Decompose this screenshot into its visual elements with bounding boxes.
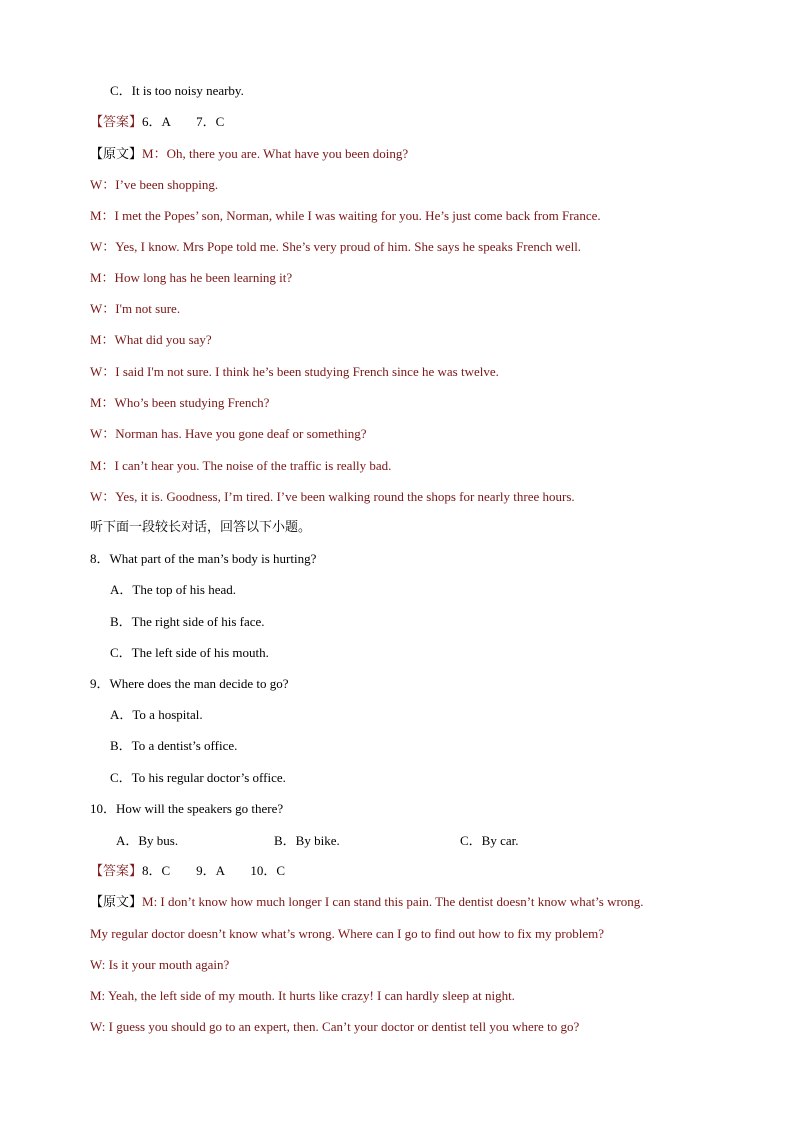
transcript-line: M：Who’s been studying French? <box>90 395 270 410</box>
transcript-line: M: I don’t know how much longer I can stand this pain. The dentist doesn’t know what’s wrong. <box>142 894 644 909</box>
transcript-line: M：Oh, there you are. What have you been doing? <box>142 146 409 161</box>
transcript-line: W：Yes, it is. Goodness, I’m tired. I’ve been walking round the shops for nearly three hours. <box>90 489 575 504</box>
transcript-line: M：How long has he been learning it? <box>90 270 293 285</box>
answer-row-1 <box>90 113 224 131</box>
section-instruction: 听下面一段较长对话，回答以下小题。 <box>90 520 312 535</box>
transcript-line: M：What did you say? <box>90 332 212 347</box>
transcript-line: W：Norman has. Have you gone deaf or something? <box>90 426 367 441</box>
transcript-line: W：I said I'm not sure. I think he’s been studying French since he was twelve. <box>90 364 499 379</box>
transcript-line: W：Yes, I know. Mrs Pope told me. She’s very proud of him. She says he speaks French well. <box>90 239 582 254</box>
option-10a: A．By bus. <box>116 833 179 848</box>
transcript-line: W: Is it your mouth again? <box>90 957 230 972</box>
transcript-line: W：I'm not sure. <box>90 301 181 316</box>
question-10: 10．How will the speakers go there? <box>90 801 284 816</box>
question-9: 9．Where does the man decide to go? <box>90 676 289 691</box>
option-9a: A．To a hospital. <box>110 707 203 722</box>
option-9b: B．To a dentist’s office. <box>110 738 238 753</box>
option-8c: C．The left side of his mouth. <box>110 645 269 660</box>
answer-row-2 <box>90 862 285 880</box>
answer-tag: 【答案】 <box>90 114 143 129</box>
transcript-line: M：I can’t hear you. The noise of the traffic is really bad. <box>90 458 392 473</box>
question-8: 8．What part of the man’s body is hurting? <box>90 551 317 566</box>
transcript-line: W：I’ve been shopping. <box>90 177 219 192</box>
option-c-noisy: C．It is too noisy nearby. <box>110 83 244 98</box>
transcript-line: M：I met the Popes’ son, Norman, while I was waiting for you. He’s just come back from France. <box>90 208 601 223</box>
option-9c: C．To his regular doctor’s office. <box>110 770 286 785</box>
transcript-line: W: I guess you should go to an expert, then. Can’t your doctor or dentist tell you where to go? <box>90 1019 580 1034</box>
question-10-options <box>116 832 716 850</box>
transcript-tag: 【原文】 <box>90 146 143 161</box>
transcript-header-2 <box>90 893 644 911</box>
answer-text: 6．A 7．C <box>142 114 225 129</box>
transcript-line: M: Yeah, the left side of my mouth. It hurts like crazy! I can hardly sleep at night. <box>90 988 515 1003</box>
answer-text: 8．C 9．A 10．C <box>142 863 286 878</box>
option-8b: B．The right side of his face. <box>110 614 265 629</box>
transcript-tag: 【原文】 <box>90 894 143 909</box>
option-10b: B．By bike. <box>274 833 340 848</box>
option-8a: A．The top of his head. <box>110 582 237 597</box>
option-10c: C．By car. <box>460 833 519 848</box>
answer-tag: 【答案】 <box>90 863 143 878</box>
transcript-header-1 <box>90 145 408 163</box>
transcript-line: My regular doctor doesn’t know what’s wrong. Where can I go to find out how to fix my problem? <box>90 926 604 941</box>
